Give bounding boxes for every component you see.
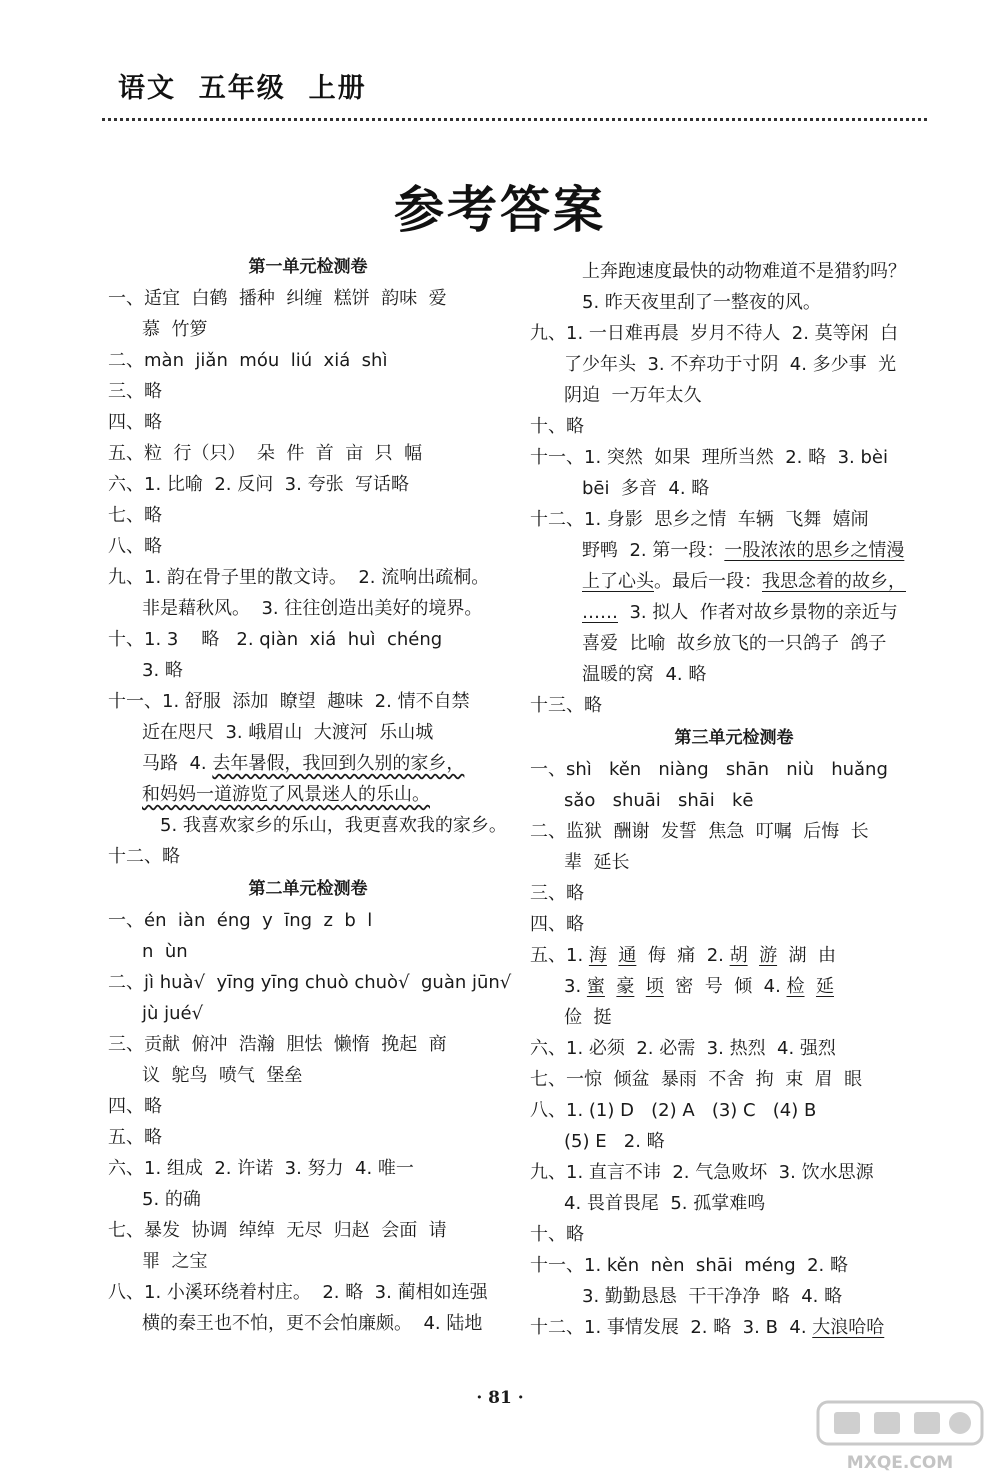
answer-line <box>530 1312 938 1343</box>
answer-line: n ùn <box>142 941 188 962</box>
answer-line: bēi 多音 4. 略 <box>582 478 710 499</box>
answer-line: 横的秦王也不怕，更不会怕廉颇。 4. 陆地 <box>142 1313 483 1334</box>
answer-line: 温暖的窝 4. 略 <box>582 664 707 685</box>
answer-line: 八、1. (1) D (2) A (3) C (4) B <box>530 1100 817 1121</box>
answer-line: 近在咫尺 3. 峨眉山 大渡河 乐山城 <box>142 722 434 743</box>
page-number: · 81 · <box>476 1388 524 1408</box>
answer-line: 十、略 <box>530 416 584 437</box>
answer-line: 二、监狱 酬谢 发誓 焦急 叮嘱 后悔 长 <box>530 821 869 842</box>
answer-line: 十三、略 <box>530 695 602 716</box>
answer-text: 3. 拟人 作者对故乡景物的亲近与 <box>618 602 898 623</box>
answer-line: 非是藉秋风。 3. 往往创造出美好的境界。 <box>142 598 483 619</box>
answer-line: jù jué√ <box>142 1003 204 1024</box>
answer-line: 九、1. 一日难再晨 岁月不待人 2. 莫等闲 白 <box>530 323 899 344</box>
answer-line: 六、1. 必须 2. 必需 3. 热烈 4. 强烈 <box>530 1038 836 1059</box>
answer-line: 了少年头 3. 不弃功于寸阴 4. 多少事 光 <box>564 354 897 375</box>
answer-line: 十二、略 <box>108 846 180 867</box>
answer-char: 挺 <box>593 1007 612 1028</box>
answer-line: 5. 的确 <box>142 1189 201 1210</box>
section-heading-unit1: 第一单元检测卷 <box>248 257 368 277</box>
answer-line <box>530 566 938 597</box>
answer-line: 六、1. 组成 2. 许诺 3. 努力 4. 唯一 <box>108 1158 414 1179</box>
watermark-logo <box>810 1396 990 1476</box>
answer-line: 八、1. 小溪环绕着村庄。 2. 略 3. 蔺相如连强 <box>108 1282 488 1303</box>
underlined-char: 游 <box>759 945 778 966</box>
answer-char: 由 <box>817 945 836 966</box>
wavy-underlined-text: 和妈妈一道游览了风景迷人的乐山。 <box>142 784 430 805</box>
answer-line: 喜爱 比喻 故乡放飞的一只鸽子 鸽子 <box>582 633 887 654</box>
book-header: 语文 五年级 上册 <box>118 73 367 104</box>
answer-line: 一、shì kěn niàng shān niù huǎng <box>530 759 888 780</box>
answer-text: 。最后一段： <box>654 571 762 592</box>
underlined-char: 延 <box>815 976 834 997</box>
answer-line: 三、贡献 俯冲 浩瀚 胆怯 懒惰 挽起 商 <box>108 1034 447 1055</box>
answer-line: 5. 昨天夜里刮了一整夜的风。 <box>582 292 821 313</box>
underlined-text: 大浪哈哈 <box>812 1317 885 1338</box>
answer-line: 十一、1. kěn nèn shāi méng 2. 略 <box>530 1255 848 1276</box>
answer-line: 3. 略 <box>142 660 183 681</box>
answer-line: 辈 延长 <box>564 852 630 873</box>
answer-char: 倾 <box>734 976 753 997</box>
underlined-char: 豪 <box>616 976 635 997</box>
answer-char: 痛 <box>677 945 696 966</box>
answer-line: 十一、1. 舒服 添加 瞭望 趣味 2. 情不自禁 <box>108 691 470 712</box>
answer-line: 慕 竹箩 <box>142 319 208 340</box>
answer-line <box>530 535 938 566</box>
underlined-char: 通 <box>618 945 637 966</box>
answer-line: 十二、1. 身影 思乡之情 车辆 飞舞 嬉闹 <box>530 509 869 530</box>
answer-line: 一、适宜 白鹤 播种 纠缠 糕饼 韵味 爱 <box>108 288 447 309</box>
answer-line <box>530 597 938 628</box>
answer-line: sǎo shuāi shāi kē <box>564 790 754 811</box>
underlined-char: 顷 <box>645 976 664 997</box>
underlined-text: …… <box>582 602 618 623</box>
answer-line: 三、略 <box>108 381 162 402</box>
answer-line <box>108 748 508 779</box>
answer-line <box>530 971 938 1002</box>
underlined-char: 胡 <box>729 945 748 966</box>
answer-line: 四、略 <box>108 1096 162 1117</box>
answer-line <box>108 779 508 810</box>
header-dotted-rule <box>102 118 927 121</box>
underlined-text: 一股浓浓的思乡之情漫 <box>724 540 905 561</box>
answer-line: 七、暴发 协调 绰绰 无尽 归赵 会面 请 <box>108 1220 447 1241</box>
answer-text: 马路 4. <box>142 753 213 774</box>
page-title: 参考答案 <box>394 180 606 239</box>
answer-line: 六、1. 比喻 2. 反问 3. 夸张 写话略 <box>108 474 410 495</box>
underlined-text: 上了心头 <box>582 571 654 592</box>
answer-line: 二、màn jiǎn móu liú xiá shì <box>108 350 388 371</box>
answer-line: 七、一惊 倾盆 暴雨 不舍 拘 束 眉 眼 <box>530 1069 863 1090</box>
answer-char: 侮 <box>647 945 666 966</box>
answer-text: 3. <box>564 976 587 997</box>
answer-line: 5. 我喜欢家乡的乐山，我更喜欢我的家乡。 <box>160 815 507 836</box>
right-column <box>530 256 938 1343</box>
answer-text: 2. <box>706 945 730 966</box>
answer-line: 十、1. 3 略 2. qiàn xiá huì chéng <box>108 629 443 650</box>
answer-line: (5) E 2. 略 <box>564 1131 665 1152</box>
answer-char: 湖 <box>788 945 807 966</box>
answer-line: 一、én iàn éng y īng z b l <box>108 910 373 931</box>
answer-line: 三、略 <box>530 883 584 904</box>
answer-char: 密 <box>675 976 694 997</box>
answer-line: 罪 之宝 <box>142 1251 208 1272</box>
section-heading-unit2: 第二单元检测卷 <box>248 879 368 899</box>
answer-char: 号 <box>704 976 723 997</box>
answer-line: 议 鸵鸟 喷气 堡垒 <box>142 1065 303 1086</box>
answer-line: 十一、1. 突然 如果 理所当然 2. 略 3. bèi <box>530 447 888 468</box>
answer-line: 八、略 <box>108 536 162 557</box>
underlined-char: 海 <box>588 945 607 966</box>
svg-text:MXQE.COM: MXQE.COM <box>846 1453 954 1473</box>
underlined-text: 我思念着的故乡， <box>762 571 906 592</box>
answer-line: 九、1. 韵在骨子里的散文诗。 2. 流响出疏桐。 <box>108 567 490 588</box>
section-heading-unit3: 第三单元检测卷 <box>674 728 794 748</box>
answer-line: 十、略 <box>530 1224 584 1245</box>
answer-line: 五、粒 行（只） 朵 件 首 亩 只 幅 <box>108 443 423 464</box>
answer-text: 五、1. <box>530 945 589 966</box>
answer-line: 九、1. 直言不讳 2. 气急败坏 3. 饮水思源 <box>530 1162 874 1183</box>
answer-line: 五、略 <box>108 1127 162 1148</box>
answer-line: 四、略 <box>108 412 162 433</box>
underlined-char: 检 <box>786 976 805 997</box>
wavy-underlined-text: 去年暑假，我回到久别的家乡， <box>212 753 465 774</box>
underlined-char: 蜜 <box>586 976 605 997</box>
answer-char: 俭 <box>564 1007 582 1028</box>
answer-line: 3. 勤勤恳恳 干干净净 略 4. 略 <box>582 1286 843 1307</box>
answer-line: 阴迫 一万年太久 <box>564 385 702 406</box>
answer-line: 4. 畏首畏尾 5. 孤掌难鸣 <box>564 1193 766 1214</box>
answer-line <box>530 1002 938 1033</box>
answer-line: 四、略 <box>530 914 584 935</box>
answer-text: 十二、1. 事情发展 2. 略 3. B 4. <box>530 1317 813 1338</box>
answer-text: 野鸭 2. 第一段： <box>582 540 725 561</box>
left-column <box>108 250 512 1339</box>
answer-line: 七、略 <box>108 505 162 526</box>
answer-line <box>530 940 938 971</box>
answer-text: 4. <box>763 976 787 997</box>
answer-line: 上奔跑速度最快的动物难道不是猎豹吗？ <box>582 261 906 282</box>
answer-line: 二、jì huà√ yīng yīng chuò chuò√ guàn jūn√ <box>108 972 512 993</box>
